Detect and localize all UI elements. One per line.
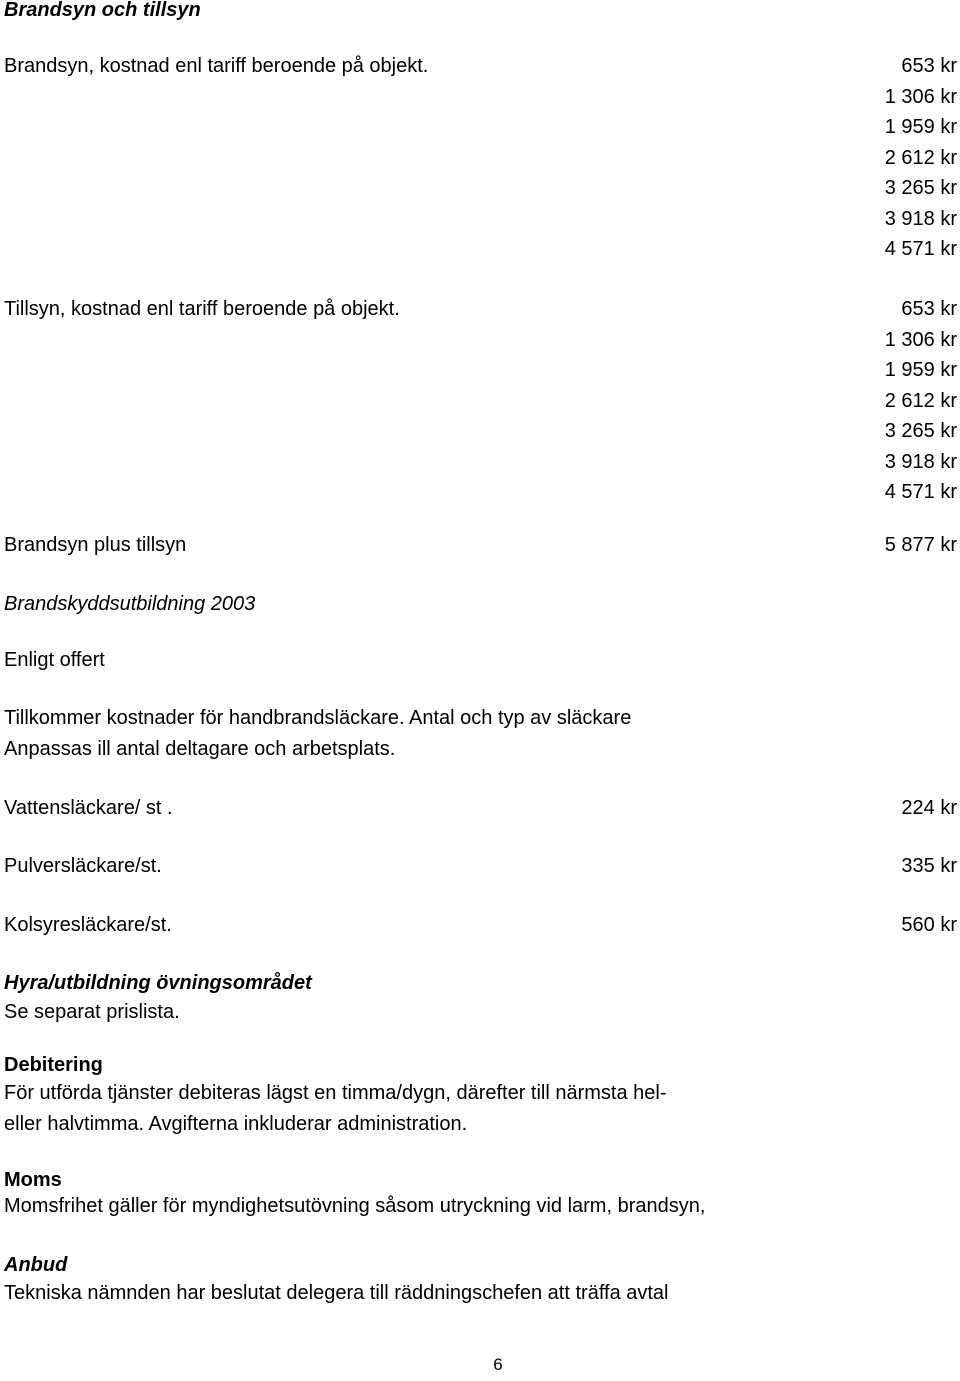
tillsyn-price: 3 265 kr xyxy=(884,420,957,442)
debitering-line: För utförda tjänster debiteras lägst en timma/dygn, därefter till närmsta hel- xyxy=(4,1082,667,1104)
brandsyn-price-list xyxy=(885,51,957,265)
anbud-text: Tekniska nämnden har beslutat delegera till räddningschefen att träffa avtal xyxy=(4,1282,669,1304)
offert-text: Enligt offert xyxy=(4,649,105,671)
brandsyn-price: 1 306 kr xyxy=(884,85,957,108)
tillsyn-price: 1 959 kr xyxy=(884,359,957,381)
note-line: Anpassas ill antal deltagare och arbetsplats. xyxy=(4,737,396,760)
brandsyn-price: 653 kr xyxy=(901,55,957,77)
section-heading-hyra: Hyra/utbildning övningsområdet xyxy=(4,972,312,994)
brandsyn-price: 2 612 kr xyxy=(884,146,957,169)
brandsyn-price: 4 571 kr xyxy=(884,238,957,260)
brandsyn-label: Brandsyn, kostnad enl tariff beroende på objekt. xyxy=(4,55,429,77)
section-heading-anbud: Anbud xyxy=(4,1254,68,1276)
debitering-paragraph xyxy=(4,1078,667,1139)
tillsyn-price: 2 612 kr xyxy=(884,389,957,412)
note-paragraph xyxy=(4,703,631,764)
section-heading-utbildning: Brandskyddsutbildning 2003 xyxy=(4,593,256,615)
item-label-kolsyre: Kolsyresläckare/st. xyxy=(4,914,172,936)
moms-text: Momsfrihet gäller för myndighetsutövning såsom utryckning vid larm, brandsyn, xyxy=(4,1195,706,1217)
item-price-vatten: 224 kr xyxy=(901,797,957,819)
brandsyn-price: 3 265 kr xyxy=(884,177,957,199)
item-label-pulver: Pulversläckare/st. xyxy=(4,855,162,877)
section-heading-debitering: Debitering xyxy=(4,1054,103,1076)
note-line: Tillkommer kostnader för handbrandsläckare. Antal och typ av släckare xyxy=(4,707,632,729)
brandsyn-price: 3 918 kr xyxy=(884,207,957,230)
brandsyn-price: 1 959 kr xyxy=(884,116,957,138)
item-price-kolsyre: 560 kr xyxy=(901,914,957,936)
section-heading-brandsyn: Brandsyn och tillsyn xyxy=(4,0,201,21)
debitering-line: eller halvtimma. Avgifterna inkluderar administration. xyxy=(4,1112,468,1135)
tillsyn-price: 1 306 kr xyxy=(884,328,957,351)
plus-label: Brandsyn plus tillsyn xyxy=(4,534,187,556)
tillsyn-price: 3 918 kr xyxy=(884,450,957,473)
page-number: 6 xyxy=(493,1355,503,1374)
tillsyn-price: 4 571 kr xyxy=(884,481,957,503)
plus-price: 5 877 kr xyxy=(884,534,957,556)
tillsyn-price: 653 kr xyxy=(901,298,957,320)
item-label-vatten: Vattensläckare/ st . xyxy=(4,797,173,819)
tillsyn-label: Tillsyn, kostnad enl tariff beroende på objekt. xyxy=(4,298,400,320)
hyra-text: Se separat prislista. xyxy=(4,1001,180,1023)
section-heading-moms: Moms xyxy=(4,1169,62,1191)
item-price-pulver: 335 kr xyxy=(901,855,957,877)
tillsyn-price-list xyxy=(885,294,957,508)
